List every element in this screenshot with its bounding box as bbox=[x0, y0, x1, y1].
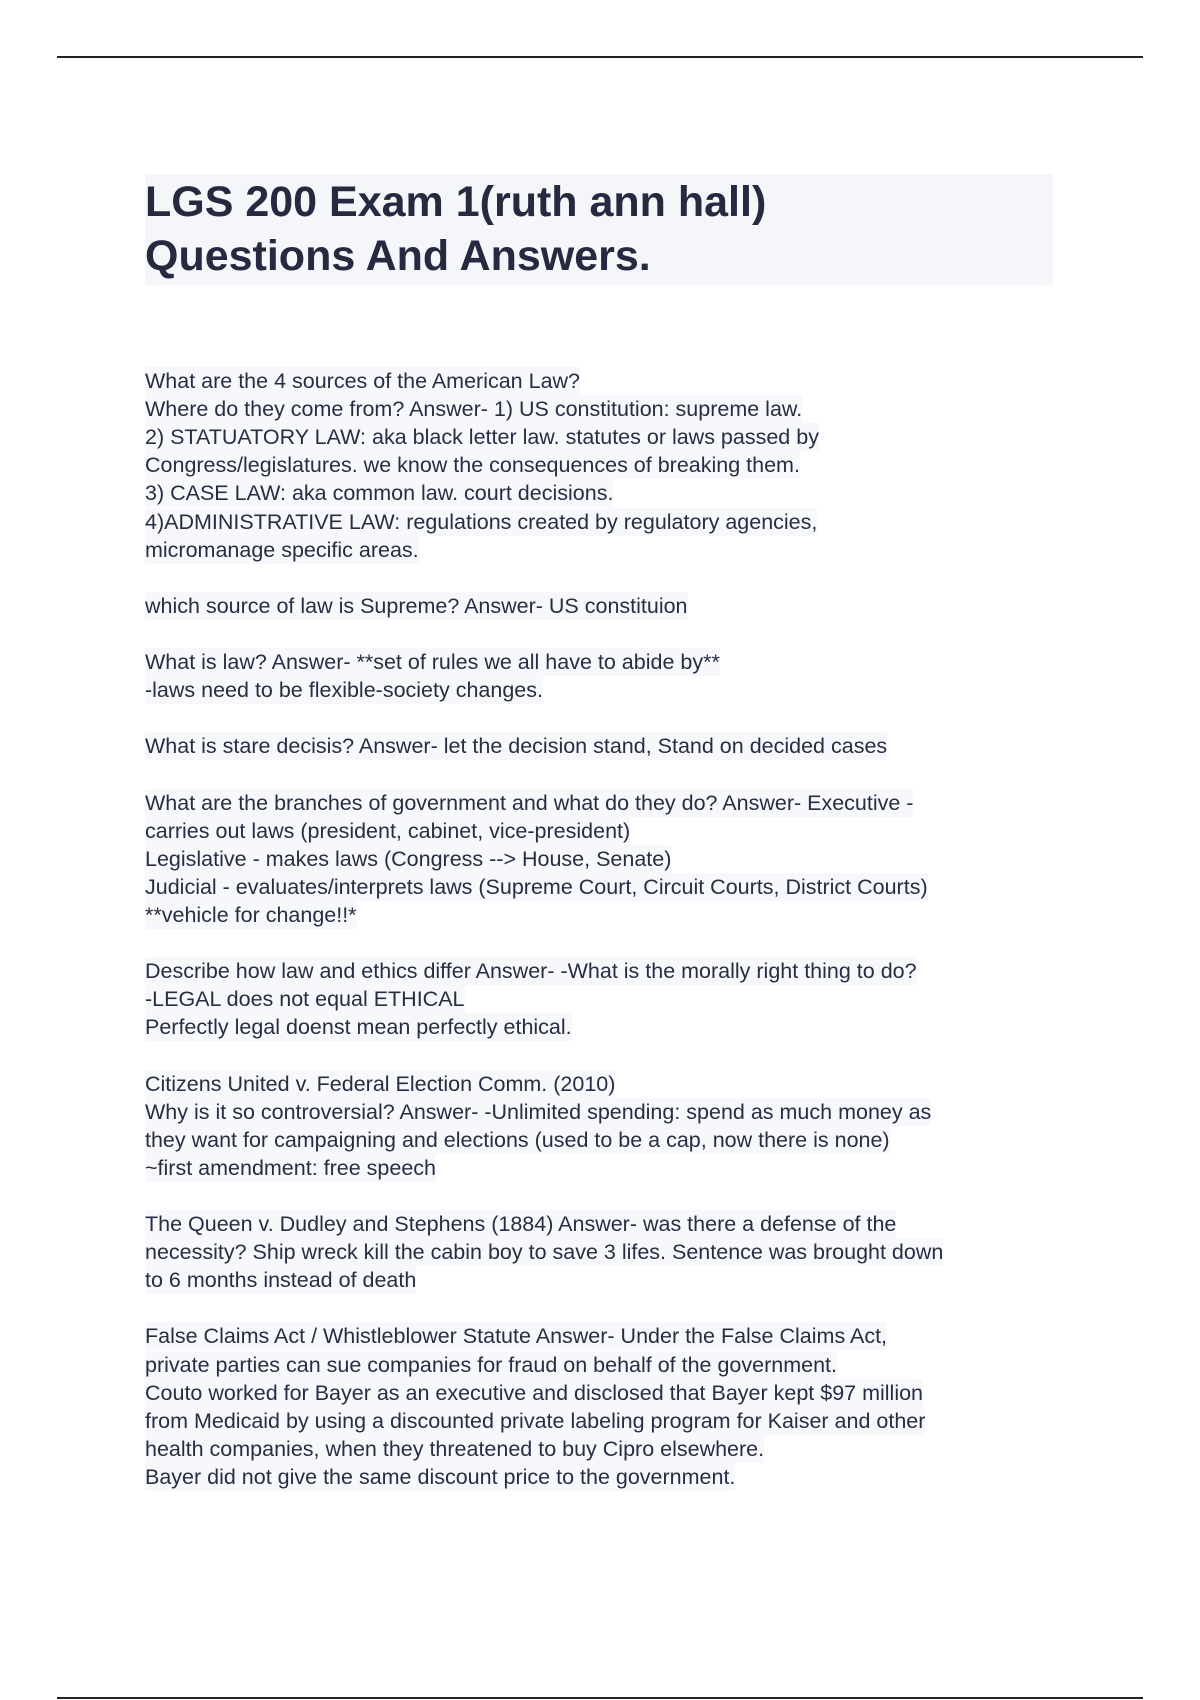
qa-line: The Queen v. Dudley and Stephens (1884) Answer- was there a defense of the bbox=[145, 1212, 897, 1236]
qa-line: from Medicaid by using a discounted private labeling program for Kaiser and other bbox=[145, 1408, 926, 1433]
qa-line: Bayer did not give the same discount price to the government. bbox=[145, 1464, 736, 1489]
qa-line: micromanage specific areas. bbox=[145, 537, 419, 562]
qa-line: **vehicle for change!!* bbox=[145, 902, 357, 927]
qa-line: Where do they come from? Answer- 1) US constitution: supreme law. bbox=[145, 397, 803, 422]
qa-line: carries out laws (president, cabinet, vice-president) bbox=[145, 818, 631, 843]
qa-line: health companies, when they threatened to buy Cipro elsewhere. bbox=[145, 1436, 765, 1461]
qa-line: Couto worked for Bayer as an executive and disclosed that Bayer kept $97 million bbox=[145, 1380, 924, 1405]
qa-line: 4)ADMINISTRATIVE LAW: regulations created by regulatory agencies, bbox=[145, 509, 818, 534]
qa-line: Congress/legislatures. we know the consequences of breaking them. bbox=[145, 453, 800, 478]
bottom-rule bbox=[57, 1697, 1143, 1699]
qa-line: 2) STATUATORY LAW: aka black letter law. statutes or laws passed by bbox=[145, 425, 819, 450]
qa-line: What is stare decisis? Answer- let the decision stand, Stand on decided cases bbox=[145, 734, 888, 759]
qa-line: What is law? Answer- **set of rules we all have to abide by** bbox=[145, 650, 720, 674]
title-line: Questions And Answers. bbox=[145, 232, 651, 280]
qa-line: What are the branches of government and what do they do? Answer- Executive - bbox=[145, 790, 914, 815]
qa-line: which source of law is Supreme? Answer- US constituion bbox=[145, 593, 688, 618]
qa-line: necessity? Ship wreck kill the cabin boy to save 3 lifes. Sentence was brought down bbox=[145, 1240, 944, 1265]
qa-line: Legislative - makes laws (Congress --> House, Senate) bbox=[145, 846, 672, 871]
qa-line: to 6 months instead of death bbox=[145, 1268, 417, 1293]
qa-line: ~first amendment: free speech bbox=[145, 1155, 436, 1180]
qa-line: Citizens United v. Federal Election Comm. (2010) bbox=[145, 1071, 616, 1096]
title-line: LGS 200 Exam 1(ruth ann hall) bbox=[145, 178, 767, 226]
qa-line: 3) CASE LAW: aka common law. court decisions. bbox=[145, 481, 614, 506]
qa-line: Judicial - evaluates/interprets laws (Supreme Court, Circuit Courts, District Courts) bbox=[145, 874, 928, 899]
qa-line: private parties can sue companies for fraud on behalf of the government. bbox=[145, 1352, 837, 1377]
qa-line: Perfectly legal doenst mean perfectly ethical. bbox=[145, 1015, 572, 1040]
qa-line: -LEGAL does not equal ETHICAL bbox=[145, 987, 465, 1012]
qa-line: What are the 4 sources of the American Law? bbox=[145, 369, 581, 393]
qa-line: -laws need to be flexible-society changes. bbox=[145, 678, 543, 703]
qa-body bbox=[145, 0, 1085, 1700]
qa-line: False Claims Act / Whistleblower Statute Answer- Under the False Claims Act, bbox=[145, 1324, 888, 1349]
qa-line: they want for campaigning and elections (used to be a cap, now there is none) bbox=[145, 1127, 890, 1152]
qa-line: Describe how law and ethics differ Answer- -What is the morally right thing to do? bbox=[145, 959, 917, 984]
qa-line: Why is it so controversial? Answer- -Unlimited spending: spend as much money as bbox=[145, 1099, 932, 1124]
